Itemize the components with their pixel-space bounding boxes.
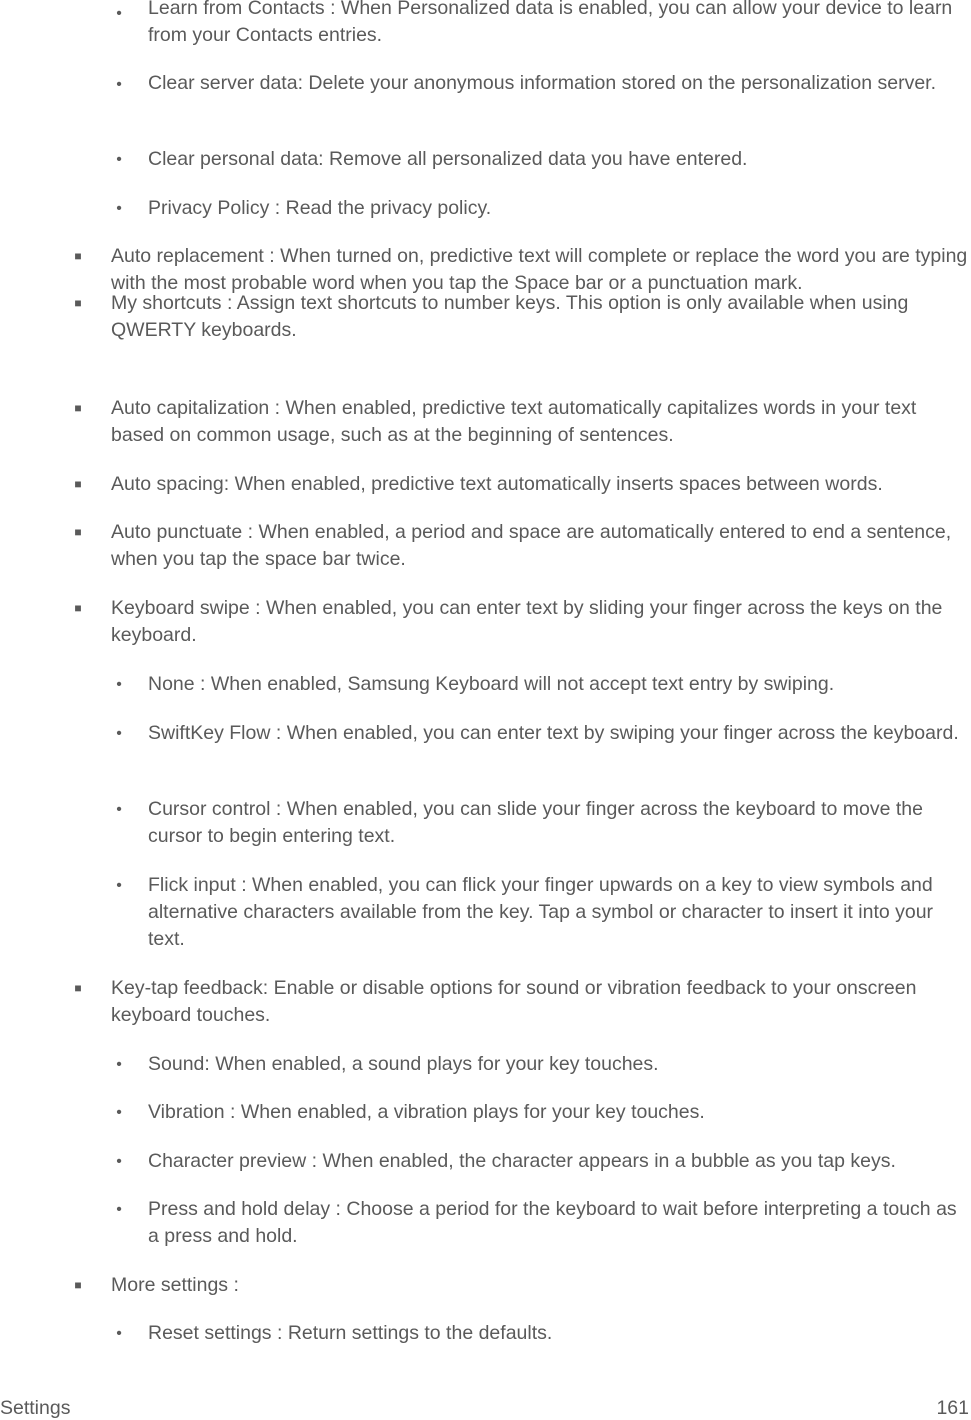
bullet-square: ■	[74, 601, 82, 615]
bullet-dot: •	[116, 200, 122, 217]
setting-my-shortcuts: My shortcuts : Assign text shortcuts to number keys. This option is only available when using QWERTY keyboards.	[111, 292, 909, 341]
setting-character-preview: Character preview : When enabled, the character appears in a bubble as you tap keys.	[148, 1150, 896, 1172]
setting-clear-personal-data: Clear personal data: Remove all personalized data you have entered.	[148, 148, 748, 170]
bullet-dot: •	[116, 676, 122, 693]
bullet-dot: •	[116, 1153, 122, 1170]
setting-auto-punctuate: Auto punctuate : When enabled, a period and space are automatically entered to end a sentence, when you tap the space bar twice.	[111, 521, 952, 570]
page-number: 161	[936, 1397, 969, 1419]
bullet-square: ■	[74, 981, 82, 995]
bullet-square: ■	[74, 1278, 82, 1292]
setting-more-settings: More settings :	[111, 1274, 239, 1296]
setting-auto-replacement: Auto replacement : When turned on, predictive text will complete or replace the word you are typing with the most probable word when you tap the Space bar or a punctuation mark.	[111, 245, 968, 294]
bullet-dot: •	[116, 1325, 122, 1342]
bullet-square: ■	[74, 477, 82, 491]
bullet-dot: •	[116, 151, 122, 168]
bullet-dot: •	[116, 1201, 122, 1218]
setting-swipe-none: None : When enabled, Samsung Keyboard will not accept text entry by swiping.	[148, 673, 835, 695]
setting-press-and-hold-delay: Press and hold delay : Choose a period for the keyboard to wait before interpreting a touch as a press and hold.	[148, 1198, 957, 1247]
setting-swiftkey-flow: SwiftKey Flow : When enabled, you can enter text by swiping your finger across the keyboard.	[148, 722, 959, 744]
setting-sound: Sound: When enabled, a sound plays for your key touches.	[148, 1053, 659, 1075]
bullet-square: ■	[74, 525, 82, 539]
bullet-dot: •	[116, 1104, 122, 1121]
setting-flick-input: Flick input : When enabled, you can flick your finger upwards on a key to view symbols and alternative characters available from the key. Tap a symbol or character to insert it into your text.	[148, 874, 934, 950]
setting-learn-from-contacts: Learn from Contacts : When Personalized data is enabled, you can allow your device to learn from your Contacts entries.	[148, 0, 953, 46]
setting-privacy-policy: Privacy Policy : Read the privacy policy.	[148, 197, 492, 219]
bullet-dot: •	[116, 5, 122, 22]
setting-reset-settings: Reset settings : Return settings to the defaults.	[148, 1322, 553, 1344]
setting-auto-spacing: Auto spacing: When enabled, predictive text automatically inserts spaces between words.	[111, 473, 883, 495]
footer-section-title: Settings	[0, 1397, 71, 1419]
bullet-square: ■	[74, 296, 82, 310]
bullet-dot: •	[116, 1056, 122, 1073]
setting-cursor-control: Cursor control : When enabled, you can slide your finger across the keyboard to move the cursor to begin entering text.	[148, 798, 923, 847]
bullet-dot: •	[116, 801, 122, 818]
bullet-square: ■	[74, 401, 82, 415]
bullet-square: ■	[74, 249, 82, 263]
setting-keyboard-swipe: Keyboard swipe : When enabled, you can enter text by sliding your finger across the keys on the keyboard.	[111, 597, 943, 646]
setting-auto-capitalization: Auto capitalization : When enabled, predictive text automatically capitalizes words in your text based on common usage, such as at the beginning of sentences.	[111, 397, 917, 446]
setting-key-tap-feedback: Key-tap feedback: Enable or disable options for sound or vibration feedback to your onscreen keyboard touches.	[111, 977, 917, 1026]
bullet-dot: •	[116, 877, 122, 894]
bullet-dot: •	[116, 76, 122, 93]
bullet-dot: •	[116, 725, 122, 742]
setting-clear-server-data: Clear server data: Delete your anonymous information stored on the personalization server.	[148, 72, 936, 94]
setting-vibration: Vibration : When enabled, a vibration plays for your key touches.	[148, 1101, 705, 1123]
